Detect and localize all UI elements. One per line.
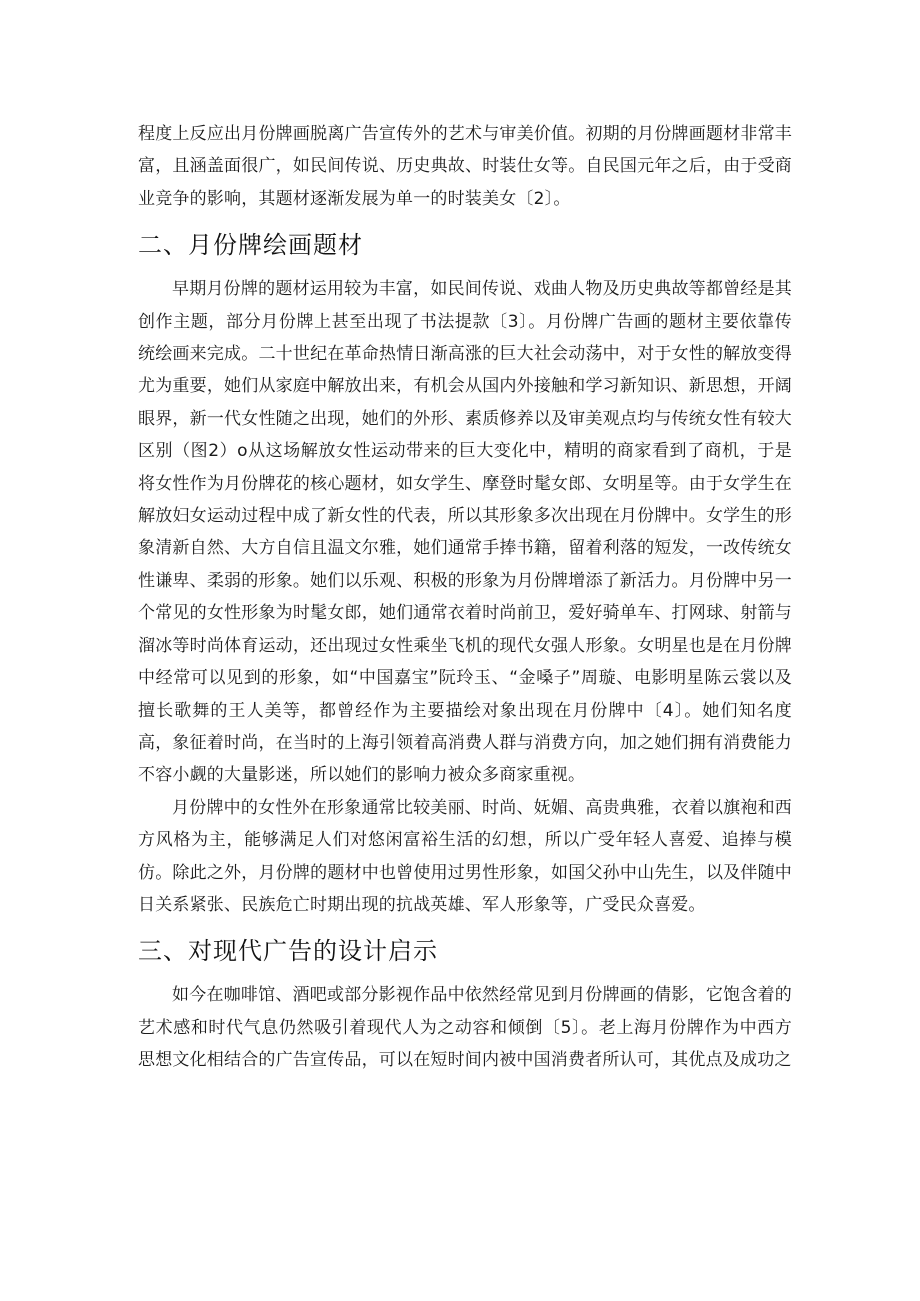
section-2-paragraph-2: 月份牌中的女性外在形象通常比较美丽、时尚、妩媚、高贵典雅，衣着以旗袍和西方风格为主，能够满足人们对悠闲富裕生活的幻想，所以广受年轻人喜爱、追捧与模仿。除此之外，月份牌的题材中也曾使用过男性形象，如国父孙中山先生，以及伴随中日关系紧张、民族危亡时期出现的抗战英雄、军人形象等，广受民众喜爱。	[138, 797, 792, 915]
section-2-paragraph-1: 早期月份牌的题材运用较为丰富，如民间传说、戏曲人物及历史典故等都曾经是其创作主题，部分月份牌上甚至出现了书法提款〔3〕。月份牌广告画的题材主要依靠传统绘画来完成。二十世纪在革命热情日渐高涨的巨大社会动荡中，对于女性的解放变得尤为重要，她们从家庭中解放出来，有机会从国内外接触和学习新知识、新思想，开阔眼界，新一代女性随之出现，她们的外形、素质修养以及审美观点均与传统女性有较大区别（图2）o从这场解放女性运动带来的巨大变化中，精明的商家看到了商机，于是将女性作为月份牌花的核心题材，如女学生、摩登时髦女郎、女明星等。由于女学生在解放妇女运动过程中成了新女性的代表，所以其形象多次出现在月份牌中。女学生的形象清新自然、大方自信且温文尔雅，她们通常手捧书籍，留着利落的短发，一改传统女性谦卑、柔弱的形象。她们以乐观、积极的形象为月份牌增添了新活力。月份牌中另一个常见的女性形象为时髦女郎，她们通常衣着时尚前卫，爱好骑单车、打网球、射箭与溜冰等时尚体育运动，还出现过女性乘坐飞机的现代女强人形象。女明星也是在月份牌中经常可以见到的形象，如“中国嘉宝”阮玲玉、“金嗓子”周璇、电影明星陈云裳以及擅长歌舞的王人美等，都曾经作为主要描绘对象出现在月份牌中〔4〕。她们知名度高，象征着时尚，在当时的上海引领着高消费人群与消费方向，加之她们拥有消费能力不容小觑的大量影迷，所以她们的影响力被众多商家重视。	[138, 279, 792, 786]
intro-paragraph: 程度上反应出月份牌画脱离广告宣传外的艺术与审美价值。初期的月份牌画题材非常丰富，且涵盖面很广，如民间传说、历史典故、时装仕女等。自民国元年之后，由于受商业竞争的影响，其题材逐渐发展为单一的时装美女〔2〕。	[138, 124, 792, 209]
document-page	[138, 118, 792, 1077]
section-3-heading: 三、对现代广告的设计启示	[138, 937, 438, 966]
section-2-heading: 二、月份牌绘画题材	[138, 231, 363, 260]
section-3-paragraph-1: 如今在咖啡馆、酒吧或部分影视作品中依然经常见到月份牌画的倩影，它饱含着的艺术感和时代气息仍然吸引着现代人为之动容和倾倒〔5〕。老上海月份牌作为中西方思想文化相结合的广告宣传品，可以在短时间内被中国消费者所认可，其优点及成功之	[138, 985, 792, 1071]
